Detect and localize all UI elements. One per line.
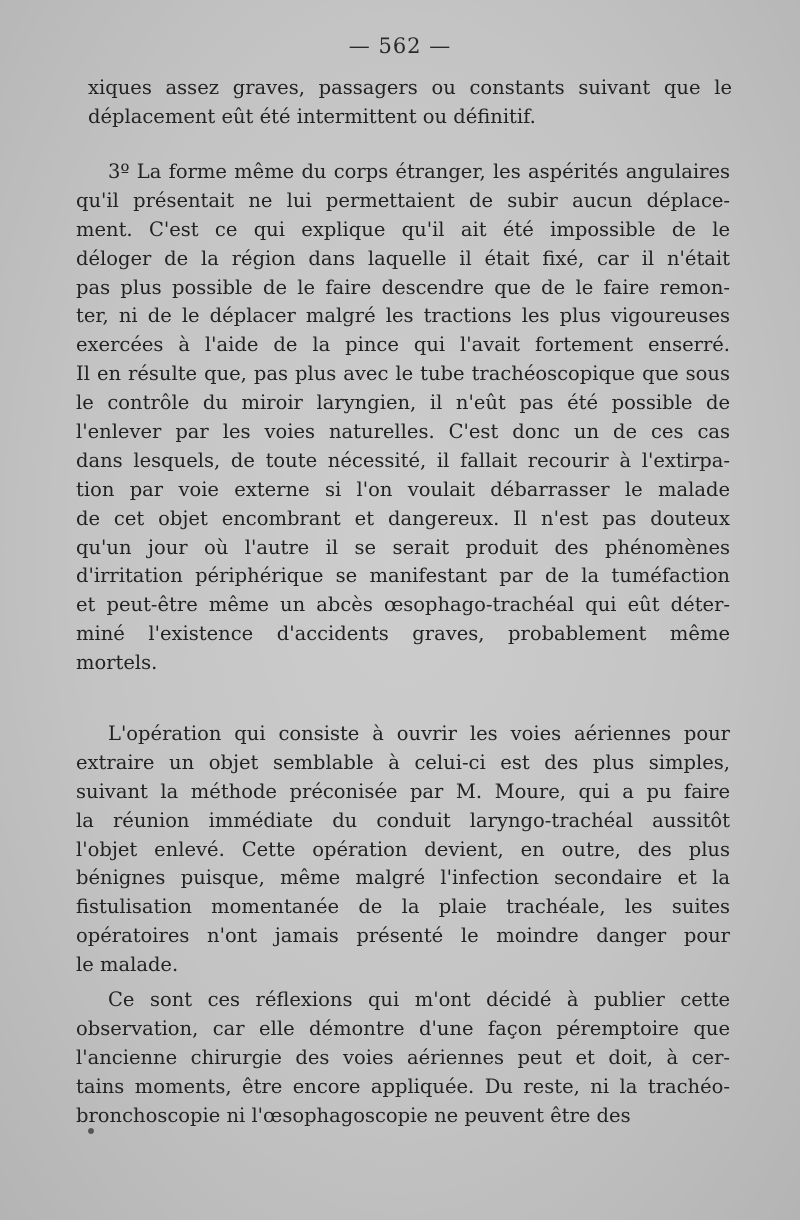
text-line: dans lesquels, de toute nécessité, il fallait recourir à l'extirpa- bbox=[76, 448, 730, 472]
text-line: le contrôle du miroir laryngien, il n'eût pas été possible de bbox=[76, 391, 730, 415]
ink-spot bbox=[88, 1128, 94, 1134]
text-line: de cet objet encombrant et dangereux. Il n'est pas douteux bbox=[76, 506, 730, 530]
text-line: miné l'existence d'accidents graves, probablement même bbox=[76, 622, 730, 646]
text-line: observation, car elle démontre d'une façon péremptoire que bbox=[76, 1016, 730, 1040]
text-line: bénignes puisque, même malgré l'infection secondaire et la bbox=[76, 866, 730, 890]
text-line: extraire un objet semblable à celui-ci est des plus simples, bbox=[76, 750, 730, 774]
page-number: — 562 — bbox=[348, 34, 452, 58]
text-line: xiques assez graves, passagers ou constants suivant que le bbox=[88, 76, 732, 99]
text-line: et peut-être même un abcès œsophago-trachéal qui eût déter- bbox=[76, 593, 730, 617]
text-line: d'irritation périphérique se manifestant par de la tuméfaction bbox=[76, 564, 730, 588]
text-line: qu'il présentait ne lui permettaient de subir aucun déplace- bbox=[76, 188, 730, 212]
text-line: bronchoscopie ni l'œsophagoscopie ne peuvent être des bbox=[76, 1103, 631, 1127]
paragraph-operation bbox=[76, 720, 730, 980]
text-line: tion par voie externe si l'on voulait débarrasser le malade bbox=[76, 477, 730, 501]
text-line: exercées à l'aide de la pince qui l'avait fortement enserré. bbox=[76, 333, 730, 357]
text-line: pas plus possible de le faire descendre que de le faire remon- bbox=[76, 275, 730, 299]
text-line: opératoires n'ont jamais présenté le moindre danger pour bbox=[76, 924, 730, 948]
paragraph-foreign-body-shape bbox=[76, 158, 730, 678]
text-line: déloger de la région dans laquelle il était fixé, car il n'était bbox=[76, 246, 730, 270]
text-line: mortels. bbox=[76, 651, 158, 675]
text-line: le malade. bbox=[76, 953, 179, 977]
text-line: L'opération qui consiste à ouvrir les voies aériennes pour bbox=[108, 722, 730, 745]
text-line: ter, ni de le déplacer malgré les tractions les plus vigoureuses bbox=[76, 304, 730, 328]
text-line: fistulisation momentanée de la plaie trachéale, les suites bbox=[76, 895, 730, 919]
text-line: qu'un jour où l'autre il se serait produit des phénomènes bbox=[76, 535, 730, 559]
text-line: déplacement eût été intermittent ou définitif. bbox=[88, 104, 536, 128]
text-line: l'enlever par les voies naturelles. C'est donc un de ces cas bbox=[76, 420, 730, 444]
paragraph-reflections bbox=[76, 986, 730, 1130]
text-line: suivant la méthode préconisée par M. Moure, qui a pu faire bbox=[76, 779, 730, 803]
text-line: ment. C'est ce qui explique qu'il ait été impossible de le bbox=[76, 217, 730, 241]
text-line: Il en résulte que, pas plus avec le tube trachéoscopique que sous bbox=[76, 362, 730, 386]
text-line: l'objet enlevé. Cette opération devient, en outre, des plus bbox=[76, 837, 730, 861]
text-line: 3º La forme même du corps étranger, les aspérités angulaires bbox=[108, 160, 730, 183]
text-line: tains moments, être encore appliquée. Du reste, ni la trachéo- bbox=[76, 1074, 730, 1098]
text-line: l'ancienne chirurgie des voies aériennes peut et doit, à cer- bbox=[76, 1045, 730, 1069]
text-line: Ce sont ces réflexions qui m'ont décidé à publier cette bbox=[108, 988, 730, 1011]
text-line: la réunion immédiate du conduit laryngo-trachéal aussitôt bbox=[76, 808, 730, 832]
paragraph-continuation bbox=[88, 74, 732, 132]
